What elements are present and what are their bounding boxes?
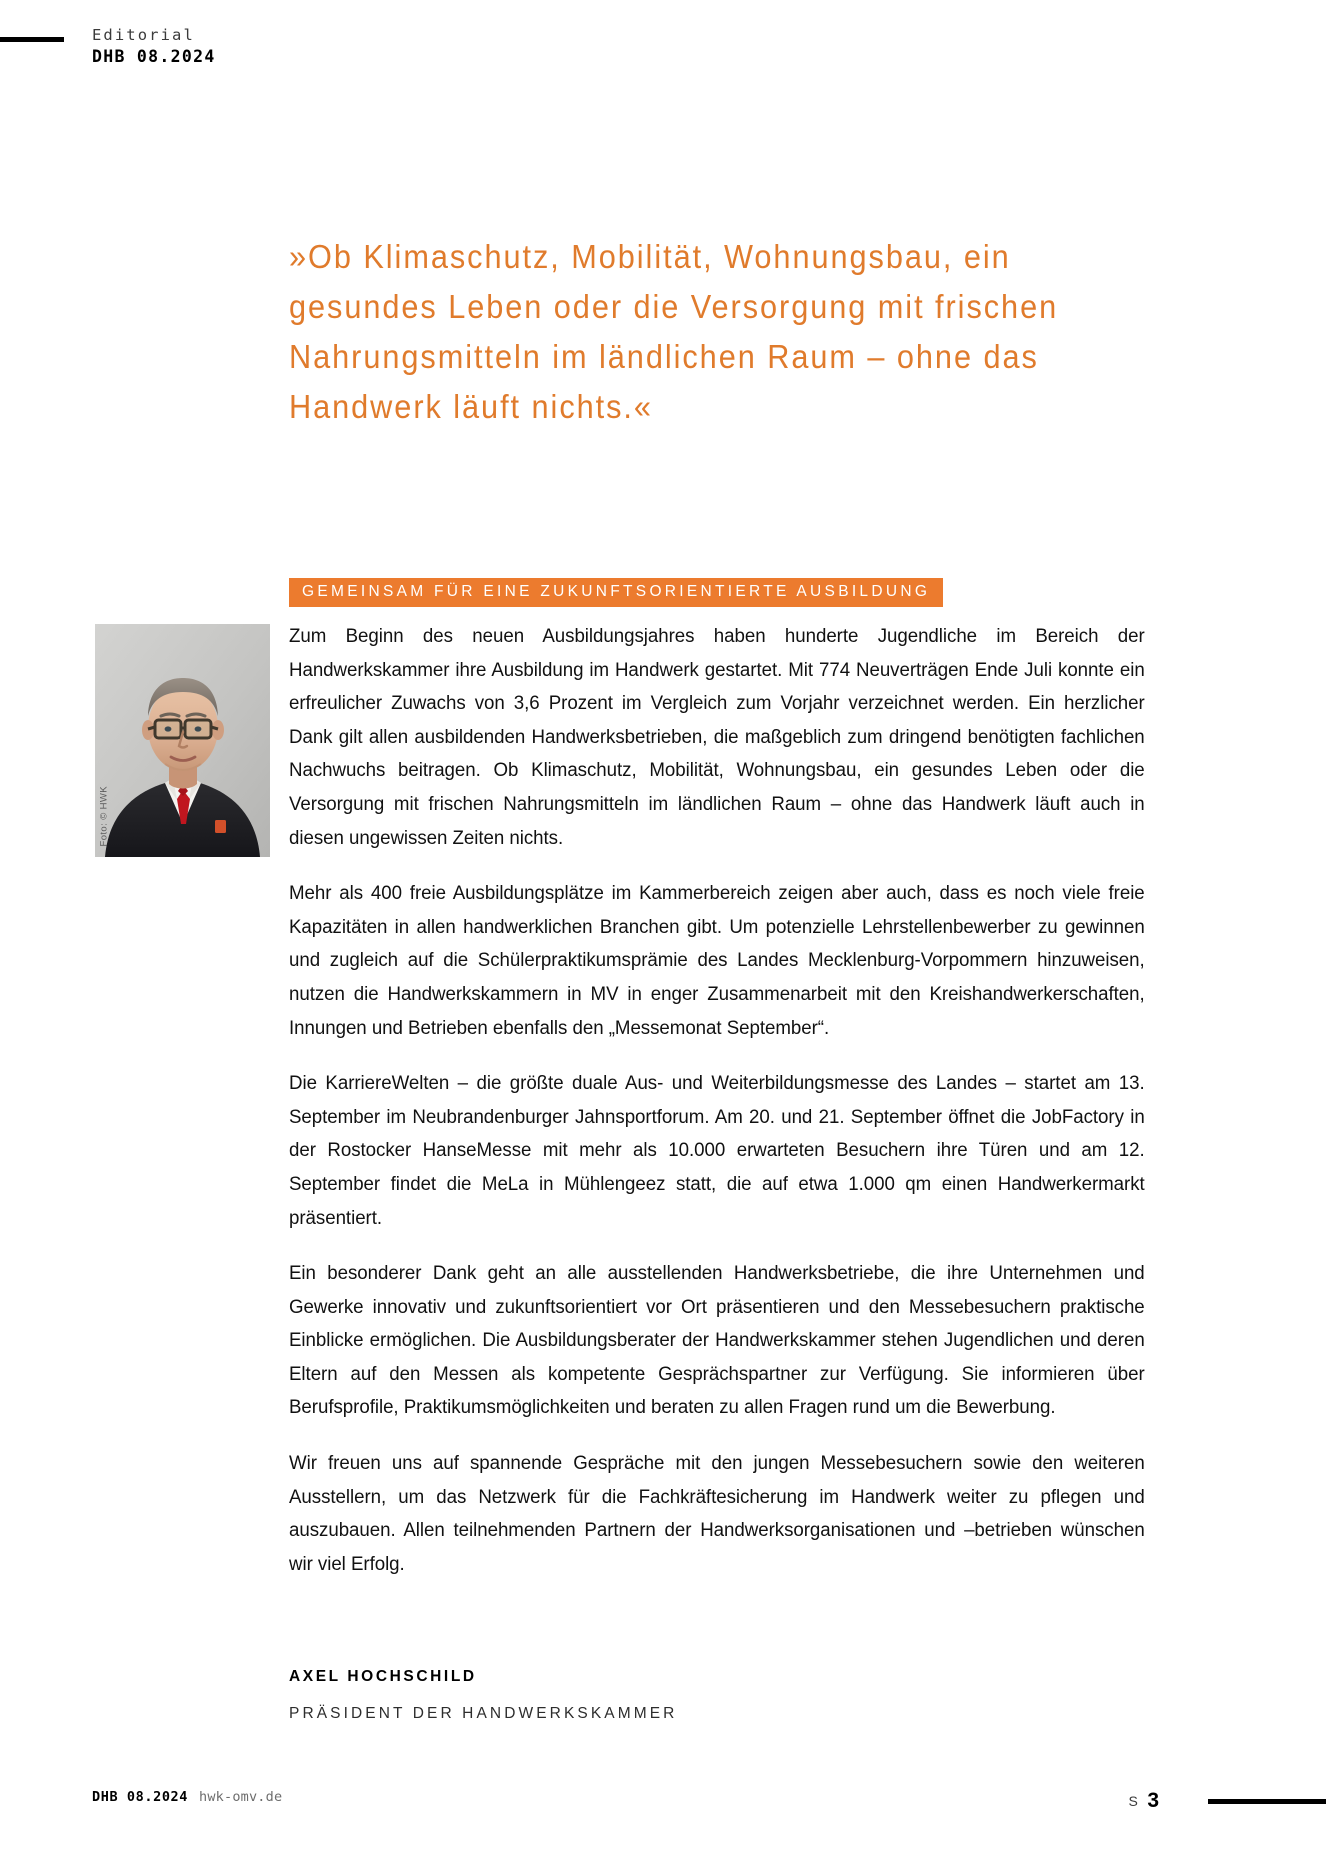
footer-url[interactable]: hwk-omv.de bbox=[199, 1789, 283, 1805]
pull-quote: »Ob Klimaschutz, Mobilität, Wohnungsbau, ein gesundes Leben oder die Versorgung mit frischen Nahrungsmitteln im ländlichen Raum – ohne das Handwerk läuft nichts.« bbox=[289, 238, 1059, 425]
photo-credit: Foto: © HWK bbox=[98, 786, 110, 847]
header-issue: DHB 08.2024 bbox=[92, 47, 216, 67]
author-photo bbox=[95, 624, 270, 857]
signature-name: AXEL HOCHSCHILD bbox=[289, 1668, 477, 1685]
article-paragraph: Wir freuen uns auf spannende Gespräche mit den jungen Messebesuchern sowie den weiteren Ausstellern, um das Netzwerk für die Fachkräftesicherung im Handwerk weiter zu pflegen und auszubauen. Allen teilnehmenden Partnern der Handwerksorganisationen und –betrieben wünschen wir viel Erfolg. bbox=[289, 1452, 1145, 1575]
footer-left-group bbox=[92, 1789, 282, 1805]
section-banner: GEMEINSAM FÜR EINE ZUKUNFTSORIENTIERTE AUSBILDUNG bbox=[289, 578, 943, 607]
footer-issue: DHB 08.2024 bbox=[92, 1789, 189, 1805]
header-kicker: Editorial bbox=[92, 26, 195, 44]
header-text-block bbox=[92, 26, 216, 70]
article-paragraph: Die KarriereWelten – die größte duale Aus- und Weiterbildungsmesse des Landes – startet am 13. September im Neubrandenburger Jahnsportforum. Am 20. und 21. September öffnet die JobFactory in der Rostocker HanseMesse mit mehr als 10.000 erwarteten Besuchern ihre Türen und am 12. September findet die MeLa in Mühlengeez statt, die auf etwa 1.000 qm einen Handwerkermarkt präsentiert. bbox=[289, 1072, 1145, 1229]
page-footer bbox=[0, 1789, 1326, 1815]
signature-block bbox=[289, 1668, 677, 1723]
page-header bbox=[0, 26, 1326, 90]
article-body bbox=[289, 620, 1185, 1603]
footer-rule bbox=[1208, 1799, 1326, 1804]
header-rule bbox=[0, 37, 64, 42]
article-paragraph: Ein besonderer Dank geht an alle ausstellenden Handwerksbetriebe, die ihre Unternehmen und Gewerke innovativ und zukunftsorientiert vor Ort präsentieren und den Messebesuchern praktische Einblicke ermöglichen. Die Ausbildungsberater der Handwerkskammer stehen Jugendlichen und deren Eltern auf den Messen als kompetente Gesprächspartner zur Verfügung. Sie informieren über Berufsprofile, Praktikumsmöglichkeiten und beraten zu allen Fragen rund um die Bewerbung. bbox=[289, 1262, 1145, 1419]
signature-role: PRÄSIDENT DER HANDWERKSKAMMER bbox=[289, 1704, 678, 1722]
footer-page-number: 3 bbox=[1147, 1789, 1159, 1812]
footer-right-group bbox=[1128, 1789, 1326, 1813]
article-paragraph: Mehr als 400 freie Ausbildungsplätze im Kammerbereich zeigen aber auch, dass es noch viele freie Kapazitäten in allen handwerklichen Branchen gibt. Um potenzielle Lehrstellenbewerber zu gewinnen und zugleich auf die Schülerpraktikumsprämie des Landes Mecklenburg-Vorpommern hinzuweisen, nutzen die Handwerkskammern in MV in enger Zusammenarbeit mit den Kreishandwerkerschaften, Innungen und Betrieben ebenfalls den „Messemonat September“. bbox=[289, 882, 1145, 1039]
footer-page-prefix: S bbox=[1128, 1793, 1139, 1809]
article-paragraph: Zum Beginn des neuen Ausbildungsjahres haben hunderte Jugendliche im Bereich der Handwerkskammer ihre Ausbildung im Handwerk gestartet. Mit 774 Neuverträgen Ende Juli konnte ein erfreulicher Zuwachs von 3,6 Prozent im Vergleich zum Vorjahr verzeichnet werden. Ein herzlicher Dank gilt allen ausbildenden Handwerksbetrieben, die maßgeblich zum dringend benötigten fachlichen Nachwuchs beitragen. Ob Klimaschutz, Mobilität, Wohnungsbau, ein gesundes Leben oder die Versorgung mit frischen Nahrungsmitteln im ländlichen Raum – ohne das Handwerk läuft auch in diesen ungewissen Zeiten nichts. bbox=[289, 625, 1145, 849]
author-photo-block bbox=[95, 624, 270, 857]
